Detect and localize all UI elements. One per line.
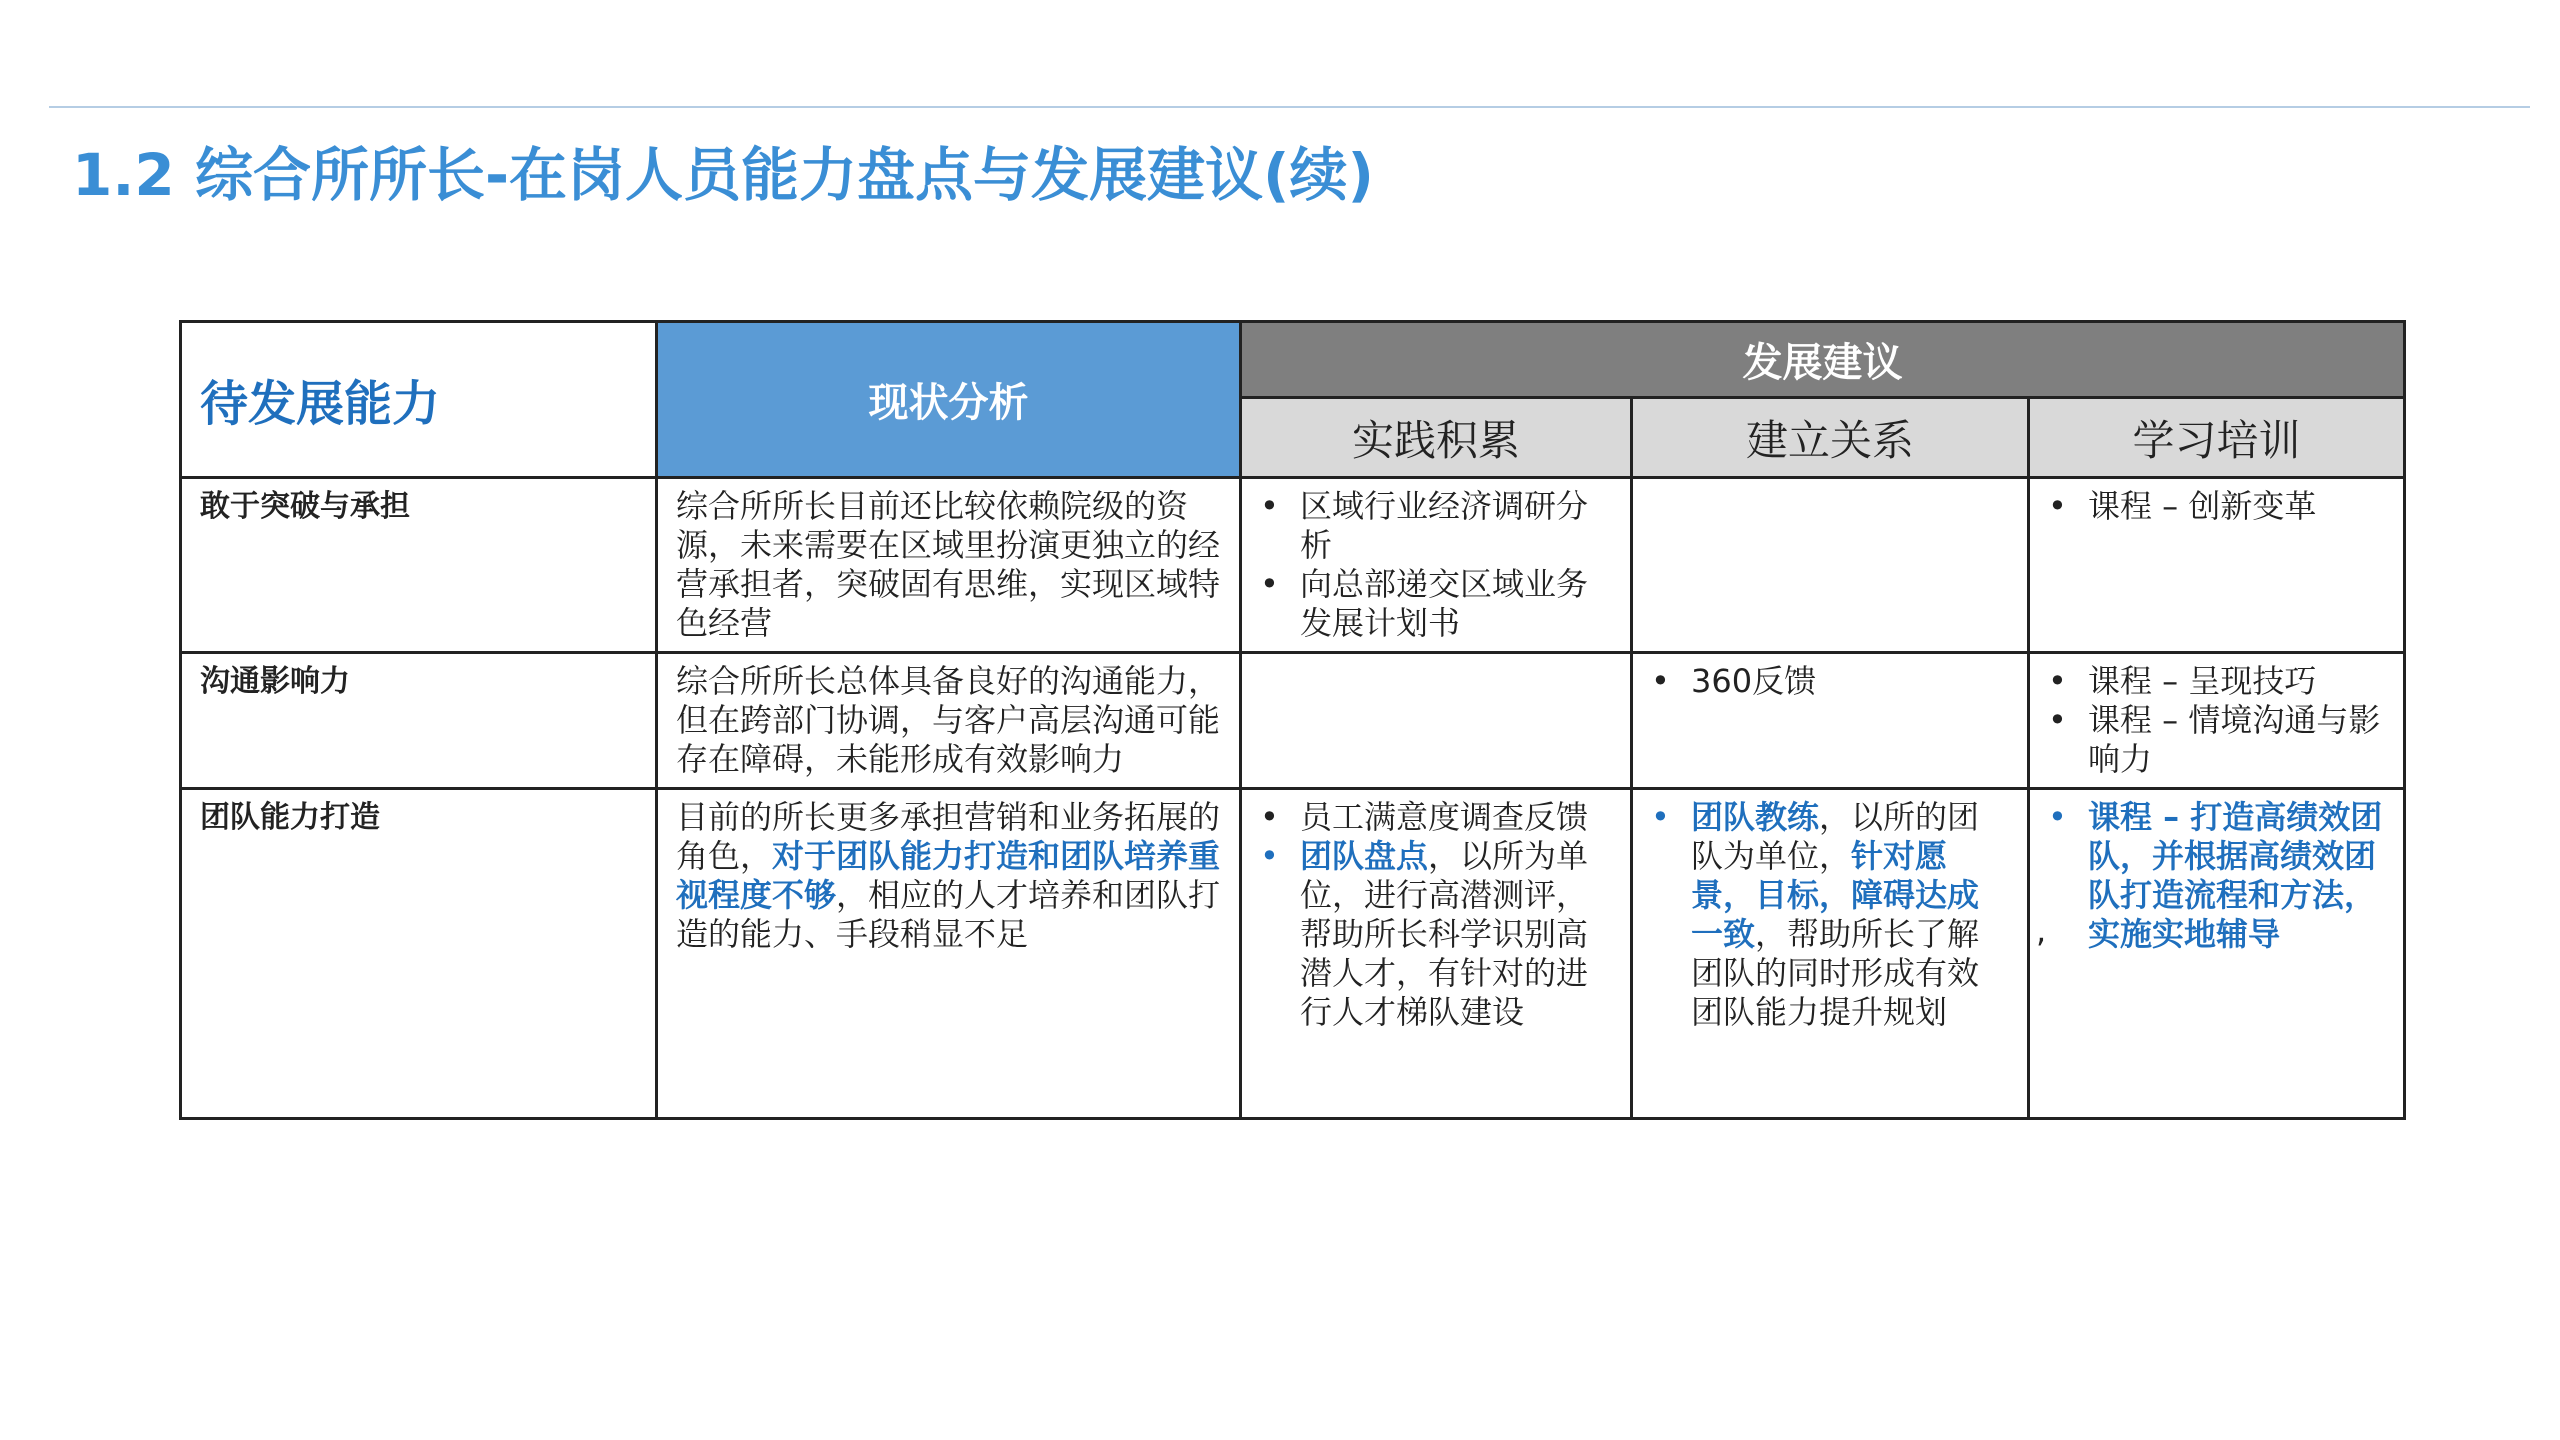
list-item: • 区域行业经济调研分析 [1260,487,1612,565]
header-practice: 实践积累 [1241,398,1632,478]
header-training: 学习培训 [2029,398,2405,478]
header-development: 发展建议 [1241,322,2405,398]
practice-cell [1241,789,1632,1119]
list-item: • 向总部递交区域业务发展计划书 [1260,565,1612,643]
relation-cell [1632,478,2029,653]
status-text: 综合所所长总体具备良好的沟通能力，但在跨部门协调，与客户高层沟通可能存在障碍，未能形成有效影响力 [657,653,1241,789]
relation-cell [1632,789,2029,1119]
ability-name: 团队能力打造 [181,789,657,1119]
training-highlight: 课程 – 打造高绩效团队，并根据高绩效团队打造流程和方法， [2088,798,2383,914]
status-text [657,789,1241,1119]
header-relation: 建立关系 [1632,398,2029,478]
ability-table [179,320,2406,1120]
practice-text: ，以所为单位，进行高潜测评，帮助所长科学识别高潜人才，有针对的进行人才梯队建设 [1300,837,1589,1031]
training-highlight: 实施实地辅导 [2088,915,2281,953]
status-text-part: 目前的所长更多承担营销和业务拓展的角色， [676,798,1221,875]
top-divider [49,106,2530,108]
relation-cell [1632,653,2029,789]
status-text-part: ，相应的人才培养和团队打造的能力、手段稍显不足 [676,876,1221,953]
status-text: 综合所所长目前还比较依赖院级的资源，未来需要在区域里扮演更独立的经营承担者，突破固有思维，实现区域特色经营 [657,478,1241,653]
practice-cell [1241,478,1632,653]
list-item [2048,798,2385,954]
relation-highlight: 针对愿景，目标，障碍达成一致 [1691,837,1980,953]
stray-comma: , [2036,912,2047,950]
slide-title: 1.2 综合所所长-在岗人员能力盘点与发展建议(续) [72,141,1375,209]
relation-text: ，以所的团队为单位， [1691,798,1980,875]
training-cell [2029,789,2405,1119]
list-item: • 课程 – 呈现技巧 [2048,662,2385,701]
training-cell [2029,653,2405,789]
header-ability: 待发展能力 [181,322,657,478]
training-cell [2029,478,2405,653]
table-row [181,653,2405,789]
list-item: • 360反馈 [1651,662,2009,701]
list-item: • 员工满意度调查反馈 [1260,798,1612,837]
list-item [1260,837,1612,1032]
list-item: • 课程 – 情境沟通与影响力 [2048,701,2385,779]
table-row [181,478,2405,653]
status-highlight: 对于团队能力打造和团队培养重视程度不够 [676,837,1221,914]
list-item: • 课程 – 创新变革 [2048,487,2385,526]
header-status: 现状分析 [657,322,1241,478]
practice-highlight: 团队盘点 [1300,837,1429,875]
ability-name: 沟通影响力 [181,653,657,789]
table-row [181,789,2405,1119]
list-item [1651,798,2009,1032]
relation-text: ，帮助所长了解团队的同时形成有效团队能力提升规划 [1691,915,1980,1031]
relation-highlight: 团队教练 [1691,798,1820,836]
ability-name: 敢于突破与承担 [181,478,657,653]
practice-cell [1241,653,1632,789]
